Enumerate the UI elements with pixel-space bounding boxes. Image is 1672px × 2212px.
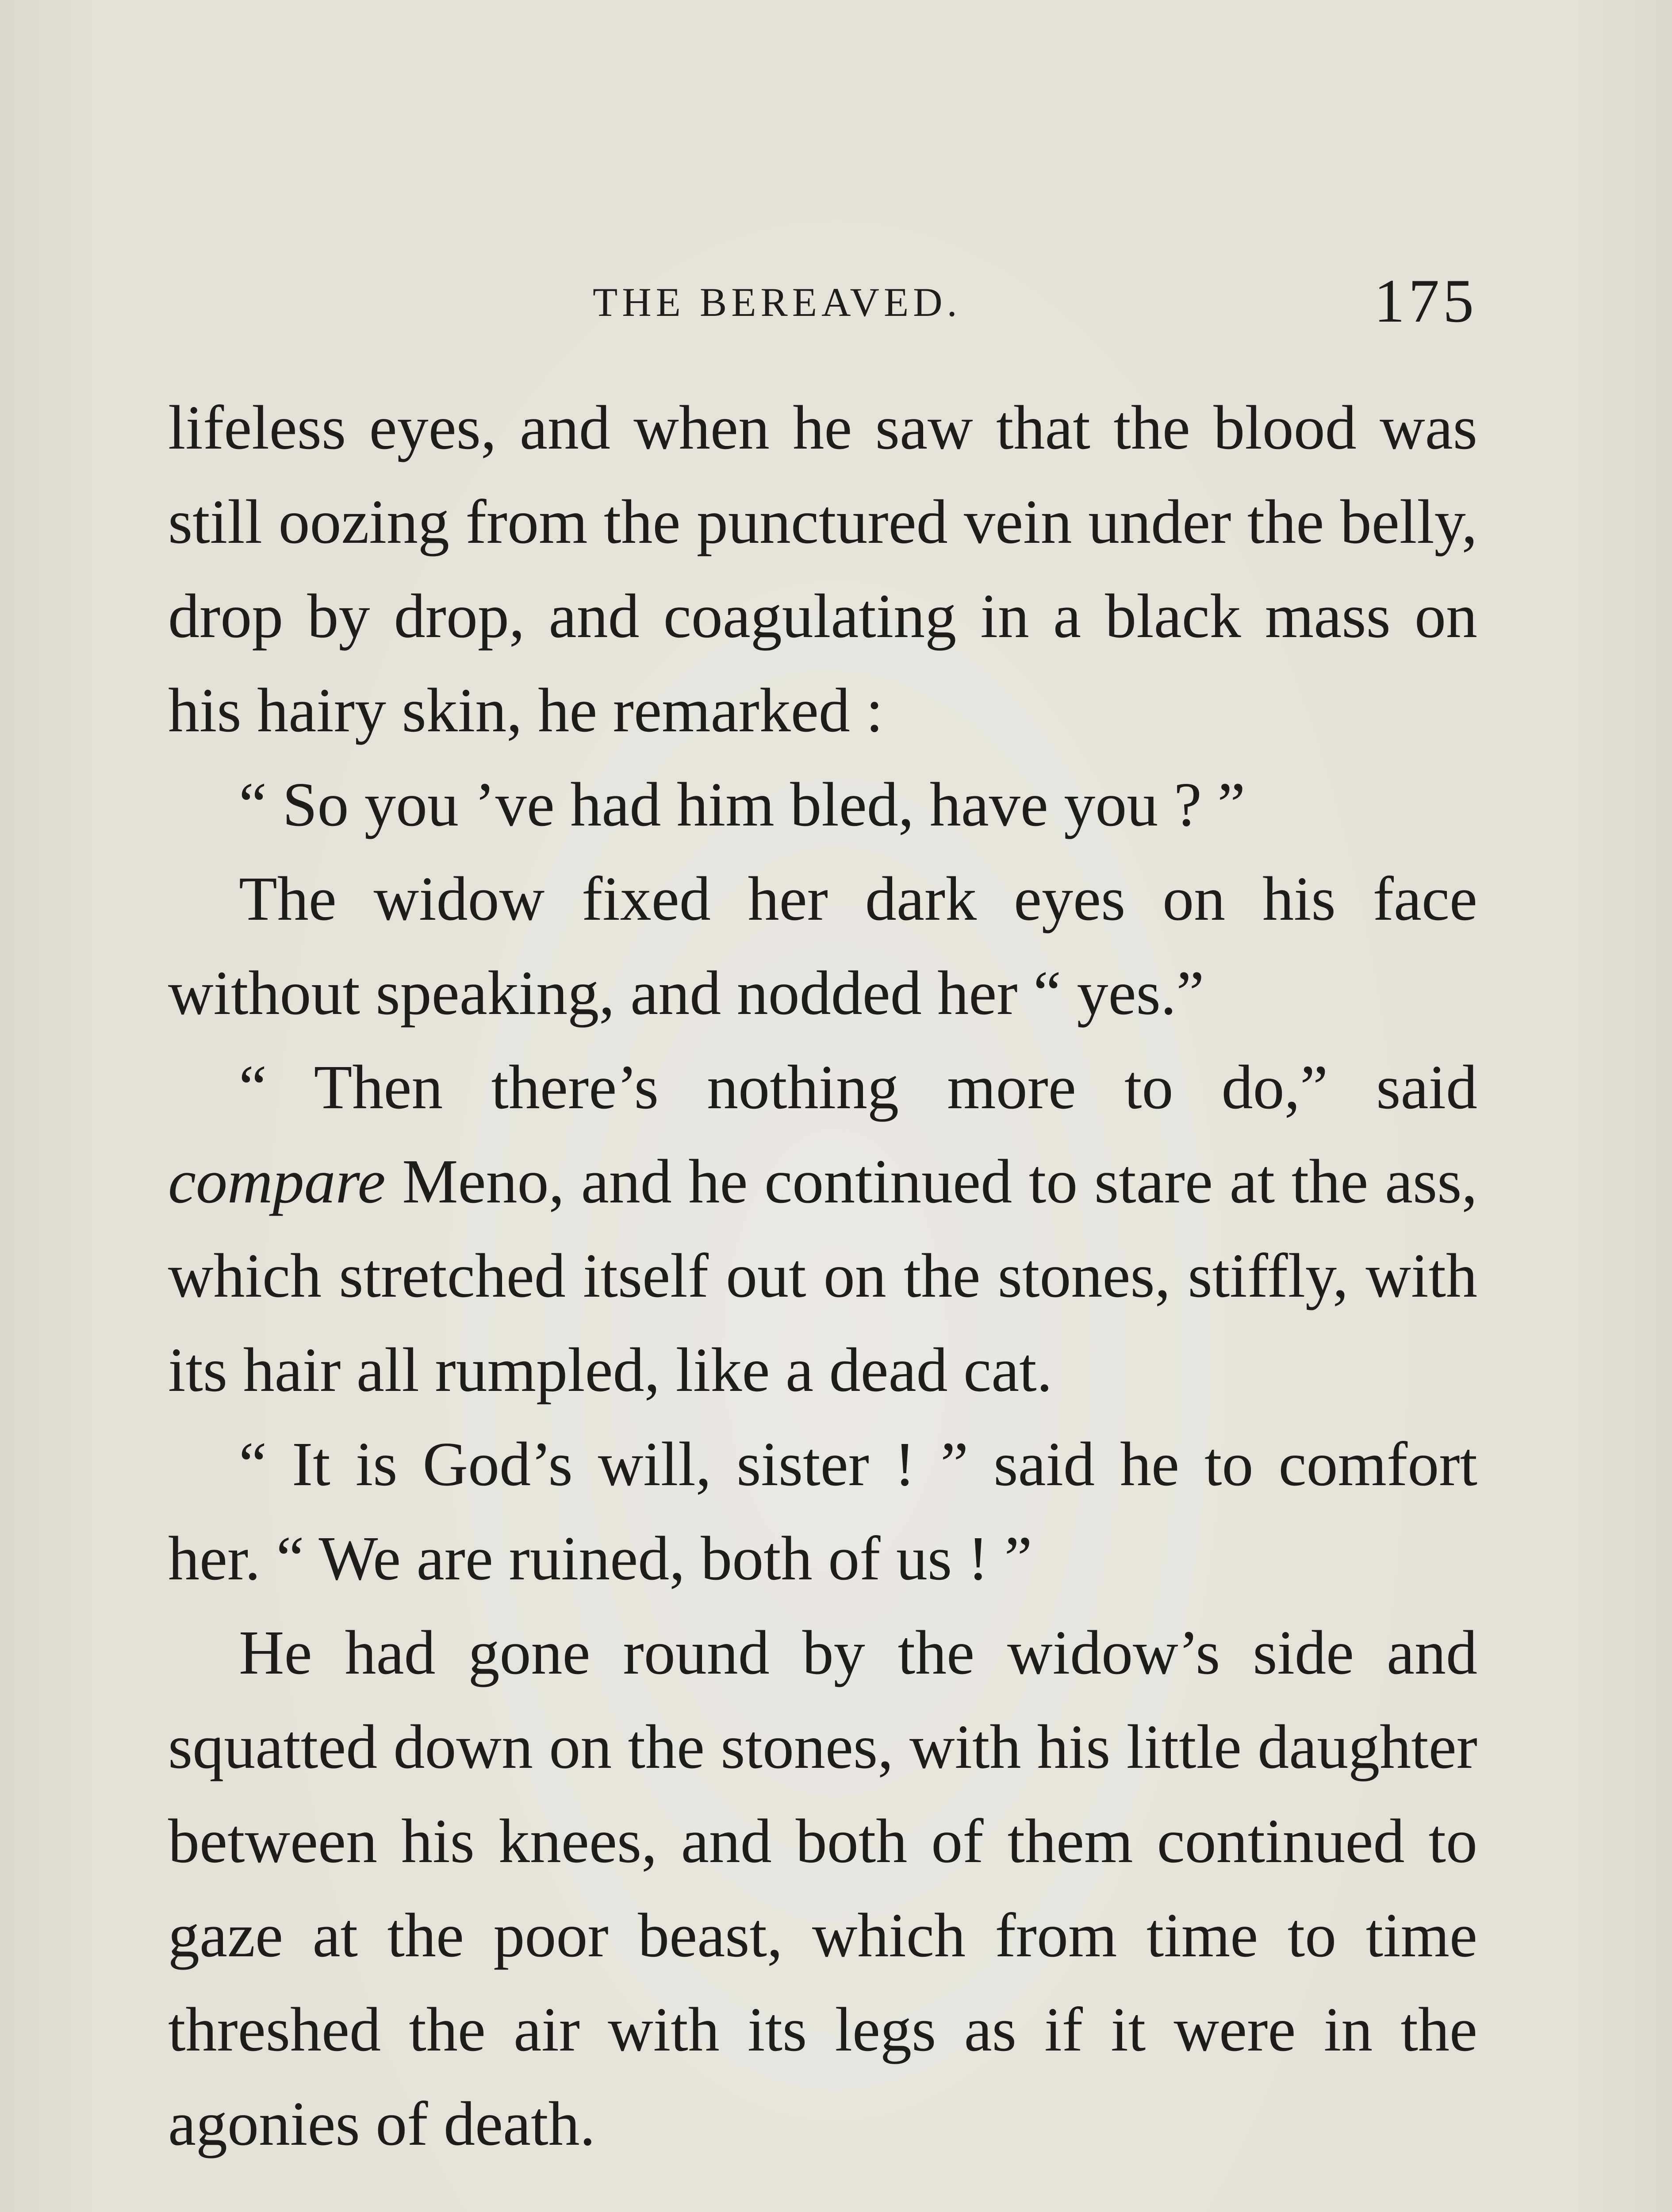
italic-word-compare: compare xyxy=(168,1146,386,1216)
body-text xyxy=(168,380,1477,2171)
page-header xyxy=(168,261,1477,341)
paragraph-2: “ So you ’ve had him bled, have you ? ” xyxy=(239,769,1246,839)
page-number: 175 xyxy=(1374,267,1477,335)
paragraph-4-end: Meno, and he continued to stare at the ass, which stretched itself out on the stones, stiffly, with its hair all rumpled, like a dead cat. xyxy=(168,1146,1478,1405)
paragraph-3: The widow fixed her dark eyes on his face without speaking, and nodded her “ yes.” xyxy=(168,864,1477,1028)
paragraph-4-start: “ Then there’s nothing more to do,” said xyxy=(239,1052,1477,1122)
paragraph-6: He had gone round by the widow’s side and squatted down on the stones, with his little daughter between his knees, and both of them continued to gaze at the poor beast, which from time to time threshed the air with its legs as if it were in the agonies of death. xyxy=(168,1617,1477,2158)
running-title: THE BEREAVED. xyxy=(593,280,962,325)
paragraph-1: lifeless eyes, and when he saw that the blood was still oozing from the punctured vein under the belly, drop by drop, and coagulating in a black mass on his hairy skin, he remarked : xyxy=(168,392,1477,745)
paragraph-5: “ It is God’s will, sister ! ” said he to comfort her. “ We are ruined, both of us ! ” xyxy=(168,1429,1477,1593)
paragraph-4 xyxy=(168,1040,1477,1417)
